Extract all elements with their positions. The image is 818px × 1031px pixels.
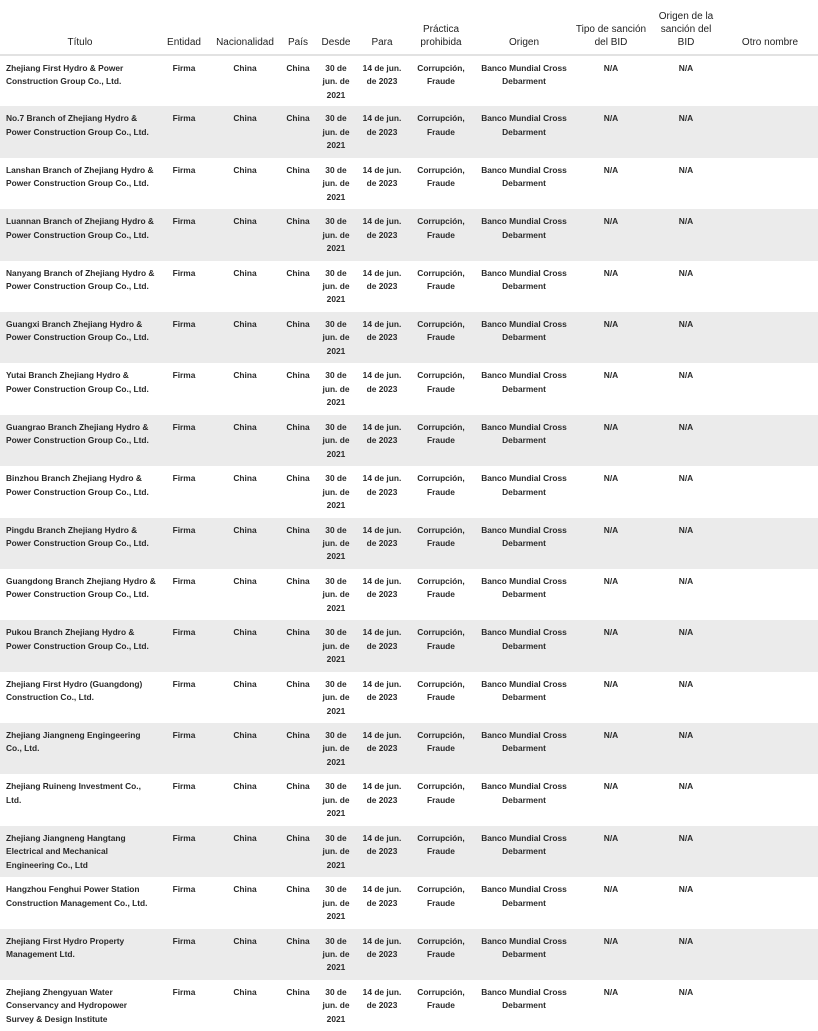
cell-otro-nombre: [722, 158, 818, 209]
cell-otro-nombre: [722, 877, 818, 928]
cell-para: 14 de jun. de 2023: [362, 524, 402, 548]
cell-nacionalidad: China: [233, 935, 257, 946]
cell-desde: 30 de jun. de 2021: [322, 113, 350, 151]
cell-otro-nombre: [722, 672, 818, 723]
cell-nacionalidad: China: [233, 884, 257, 895]
cell-tipo-sancion: N/A: [603, 421, 619, 432]
table-row[interactable]: [0, 929, 818, 980]
cell-tipo-sancion: N/A: [603, 781, 619, 792]
cell-desde: 30 de jun. de 2021: [322, 987, 350, 1024]
cell-otro-nombre: [722, 55, 818, 106]
cell-entidad: Firma: [172, 370, 196, 381]
cell-origen-sancion: N/A: [678, 473, 694, 484]
cell-entidad: Firma: [172, 421, 196, 432]
cell-origen: Banco Mundial Cross Debarment: [481, 781, 567, 805]
cell-tipo-sancion: N/A: [603, 370, 619, 381]
cell-practica: Corrupción, Fraude: [417, 781, 465, 805]
table-row[interactable]: [0, 774, 818, 825]
cell-para: 14 de jun. de 2023: [362, 884, 402, 908]
cell-entidad: Firma: [172, 216, 196, 227]
table-row[interactable]: [0, 672, 818, 723]
cell-desde: 30 de jun. de 2021: [322, 318, 350, 356]
cell-nacionalidad: China: [233, 216, 257, 227]
cell-para: 14 de jun. de 2023: [362, 473, 402, 497]
cell-pais: China: [286, 627, 310, 638]
table-row[interactable]: [0, 209, 818, 260]
cell-origen: Banco Mundial Cross Debarment: [481, 267, 567, 291]
cell-nacionalidad: China: [233, 730, 257, 741]
cell-tipo-sancion: N/A: [603, 113, 619, 124]
cell-origen: Banco Mundial Cross Debarment: [481, 575, 567, 600]
cell-desde: 30 de jun. de 2021: [322, 627, 350, 665]
cell-para: 14 de jun. de 2023: [362, 370, 402, 394]
cell-practica: Corrupción, Fraude: [417, 730, 465, 754]
cell-practica: Corrupción, Fraude: [417, 575, 465, 600]
cell-practica: Corrupción, Fraude: [417, 318, 465, 343]
cell-otro-nombre: [722, 466, 818, 517]
cell-origen-sancion: N/A: [678, 832, 694, 843]
table-row[interactable]: [0, 466, 818, 517]
cell-titulo: Pingdu Branch Zhejiang Hydro & Power Construction Group Co., Ltd.: [6, 524, 149, 548]
header-titulo[interactable]: Título: [0, 0, 160, 55]
cell-otro-nombre: [722, 312, 818, 363]
cell-titulo: Zhejiang First Hydro (Guangdong) Construction Co., Ltd.: [6, 678, 143, 703]
cell-titulo: Nanyang Branch of Zhejiang Hydro & Power Construction Group Co., Ltd.: [6, 267, 155, 291]
table-row[interactable]: [0, 518, 818, 569]
cell-nacionalidad: China: [233, 370, 257, 381]
cell-desde: 30 de jun. de 2021: [322, 678, 350, 716]
cell-pais: China: [286, 884, 310, 895]
cell-practica: Corrupción, Fraude: [417, 987, 465, 1011]
cell-pais: China: [286, 781, 310, 792]
cell-origen: Banco Mundial Cross Debarment: [481, 935, 567, 960]
cell-tipo-sancion: N/A: [603, 730, 619, 741]
cell-tipo-sancion: N/A: [603, 832, 619, 843]
cell-para: 14 de jun. de 2023: [362, 318, 402, 343]
table-row[interactable]: [0, 312, 818, 363]
header-para[interactable]: Para: [358, 0, 406, 55]
cell-origen: Banco Mundial Cross Debarment: [481, 730, 567, 754]
cell-origen: Banco Mundial Cross Debarment: [481, 884, 567, 908]
cell-titulo: Zhejiang First Hydro & Power Construction Group Co., Ltd.: [6, 63, 124, 87]
cell-otro-nombre: [722, 826, 818, 877]
cell-titulo: Pukou Branch Zhejiang Hydro & Power Construction Group Co., Ltd.: [6, 627, 149, 651]
cell-origen-sancion: N/A: [678, 935, 694, 946]
cell-otro-nombre: [722, 261, 818, 312]
cell-pais: China: [286, 524, 310, 535]
cell-otro-nombre: [722, 518, 818, 569]
cell-origen: Banco Mundial Cross Debarment: [481, 832, 567, 857]
cell-pais: China: [286, 678, 310, 689]
table-row[interactable]: [0, 980, 818, 1031]
cell-pais: China: [286, 832, 310, 843]
cell-titulo: Zhejiang First Hydro Property Management Ltd.: [6, 935, 125, 960]
table-row[interactable]: [0, 261, 818, 312]
cell-titulo: Guangxi Branch Zhejiang Hydro & Power Construction Group Co., Ltd.: [6, 318, 149, 343]
table-row[interactable]: [0, 158, 818, 209]
table-row[interactable]: [0, 569, 818, 620]
cell-otro-nombre: [722, 620, 818, 671]
cell-nacionalidad: China: [233, 473, 257, 484]
table-header: [0, 0, 818, 55]
cell-origen-sancion: N/A: [678, 987, 694, 998]
cell-titulo: Binzhou Branch Zhejiang Hydro & Power Construction Group Co., Ltd.: [6, 473, 149, 497]
cell-tipo-sancion: N/A: [603, 63, 619, 73]
cell-origen: Banco Mundial Cross Debarment: [481, 524, 567, 548]
cell-origen: Banco Mundial Cross Debarment: [481, 318, 567, 343]
cell-pais: China: [286, 575, 310, 586]
cell-titulo: Lanshan Branch of Zhejiang Hydro & Power Construction Group Co., Ltd.: [6, 164, 154, 189]
cell-otro-nombre: [722, 569, 818, 620]
cell-origen: Banco Mundial Cross Debarment: [481, 678, 567, 703]
cell-origen: Banco Mundial Cross Debarment: [481, 627, 567, 651]
cell-pais: China: [286, 318, 310, 329]
cell-otro-nombre: [722, 209, 818, 260]
cell-entidad: Firma: [172, 113, 196, 124]
cell-titulo: Luannan Branch of Zhejiang Hydro & Power Construction Group Co., Ltd.: [6, 216, 154, 240]
cell-origen: Banco Mundial Cross Debarment: [481, 164, 567, 189]
cell-desde: 30 de jun. de 2021: [322, 884, 350, 922]
cell-tipo-sancion: N/A: [603, 473, 619, 484]
cell-tipo-sancion: N/A: [603, 164, 619, 175]
cell-nacionalidad: China: [233, 987, 257, 998]
cell-entidad: Firma: [172, 627, 196, 638]
cell-desde: 30 de jun. de 2021: [322, 935, 350, 973]
cell-nacionalidad: China: [233, 678, 257, 689]
cell-origen: Banco Mundial Cross Debarment: [481, 421, 567, 446]
cell-tipo-sancion: N/A: [603, 987, 619, 998]
cell-origen: Banco Mundial Cross Debarment: [481, 63, 567, 87]
cell-desde: 30 de jun. de 2021: [322, 781, 350, 819]
table-row[interactable]: [0, 877, 818, 928]
cell-origen-sancion: N/A: [678, 63, 694, 73]
cell-desde: 30 de jun. de 2021: [322, 216, 350, 253]
cell-origen-sancion: N/A: [678, 524, 694, 535]
header-origen-sancion[interactable]: Origen de la sanción del BID: [650, 0, 722, 55]
cell-desde: 30 de jun. de 2021: [322, 164, 350, 202]
cell-otro-nombre: [722, 929, 818, 980]
cell-tipo-sancion: N/A: [603, 884, 619, 895]
cell-para: 14 de jun. de 2023: [362, 935, 402, 960]
cell-practica: Corrupción, Fraude: [417, 216, 465, 240]
cell-para: 14 de jun. de 2023: [362, 63, 402, 87]
cell-practica: Corrupción, Fraude: [417, 164, 465, 189]
cell-entidad: Firma: [172, 524, 196, 535]
cell-entidad: Firma: [172, 63, 196, 73]
cell-desde: 30 de jun. de 2021: [322, 575, 350, 613]
cell-origen-sancion: N/A: [678, 318, 694, 329]
cell-practica: Corrupción, Fraude: [417, 267, 465, 291]
cell-origen: Banco Mundial Cross Debarment: [481, 113, 567, 137]
cell-otro-nombre: [722, 774, 818, 825]
cell-nacionalidad: China: [233, 524, 257, 535]
cell-nacionalidad: China: [233, 164, 257, 175]
cell-para: 14 de jun. de 2023: [362, 678, 402, 703]
cell-pais: China: [286, 935, 310, 946]
cell-pais: China: [286, 63, 310, 73]
cell-origen-sancion: N/A: [678, 575, 694, 586]
cell-otro-nombre: [722, 363, 818, 414]
cell-entidad: Firma: [172, 935, 196, 946]
cell-nacionalidad: China: [233, 781, 257, 792]
cell-tipo-sancion: N/A: [603, 678, 619, 689]
cell-desde: 30 de jun. de 2021: [322, 63, 350, 100]
cell-entidad: Firma: [172, 832, 196, 843]
cell-para: 14 de jun. de 2023: [362, 627, 402, 651]
cell-titulo: Zhejiang Zhengyuan Water Conservancy and Hydropower Survey & Design Institute: [6, 987, 128, 1024]
header-entidad[interactable]: Entidad: [160, 0, 208, 55]
cell-entidad: Firma: [172, 267, 196, 278]
cell-desde: 30 de jun. de 2021: [322, 421, 350, 459]
cell-titulo: No.7 Branch of Zhejiang Hydro & Power Construction Group Co., Ltd.: [6, 113, 149, 137]
cell-para: 14 de jun. de 2023: [362, 832, 402, 857]
cell-nacionalidad: China: [233, 267, 257, 278]
cell-nacionalidad: China: [233, 113, 257, 124]
cell-origen-sancion: N/A: [678, 216, 694, 227]
cell-para: 14 de jun. de 2023: [362, 421, 402, 446]
cell-origen: Banco Mundial Cross Debarment: [481, 216, 567, 240]
table-body: [0, 55, 818, 1031]
cell-pais: China: [286, 473, 310, 484]
cell-tipo-sancion: N/A: [603, 935, 619, 946]
cell-origen: Banco Mundial Cross Debarment: [481, 473, 567, 497]
cell-titulo: Zhejiang Jiangneng Engingeering Co., Ltd.: [6, 730, 141, 754]
table-row[interactable]: [0, 826, 818, 877]
cell-origen-sancion: N/A: [678, 267, 694, 278]
cell-otro-nombre: [722, 980, 818, 1031]
cell-entidad: Firma: [172, 678, 196, 689]
cell-titulo: Guangrao Branch Zhejiang Hydro & Power Construction Group Co., Ltd.: [6, 421, 149, 446]
table-row[interactable]: [0, 55, 818, 106]
cell-titulo: Zhejiang Jiangneng Hangtang Electrical and Mechanical Engineering Co., Ltd: [6, 832, 126, 870]
table-row[interactable]: [0, 723, 818, 774]
table-row[interactable]: [0, 106, 818, 157]
cell-nacionalidad: China: [233, 63, 257, 73]
cell-entidad: Firma: [172, 164, 196, 175]
table-row[interactable]: [0, 415, 818, 466]
cell-pais: China: [286, 216, 310, 227]
cell-pais: China: [286, 164, 310, 175]
cell-otro-nombre: [722, 415, 818, 466]
cell-pais: China: [286, 730, 310, 741]
cell-desde: 30 de jun. de 2021: [322, 473, 350, 510]
header-practica[interactable]: Práctica prohibida: [406, 0, 476, 55]
cell-titulo: Guangdong Branch Zhejiang Hydro & Power Construction Group Co., Ltd.: [6, 575, 156, 600]
cell-practica: Corrupción, Fraude: [417, 370, 465, 394]
cell-origen-sancion: N/A: [678, 370, 694, 381]
cell-practica: Corrupción, Fraude: [417, 473, 465, 497]
cell-nacionalidad: China: [233, 575, 257, 586]
cell-titulo: Yutai Branch Zhejiang Hydro & Power Construction Group Co., Ltd.: [6, 370, 149, 394]
cell-entidad: Firma: [172, 730, 196, 741]
cell-nacionalidad: China: [233, 318, 257, 329]
table-row[interactable]: [0, 620, 818, 671]
cell-para: 14 de jun. de 2023: [362, 781, 402, 805]
cell-para: 14 de jun. de 2023: [362, 730, 402, 754]
cell-practica: Corrupción, Fraude: [417, 63, 465, 87]
cell-tipo-sancion: N/A: [603, 524, 619, 535]
cell-nacionalidad: China: [233, 421, 257, 432]
cell-para: 14 de jun. de 2023: [362, 164, 402, 189]
cell-origen-sancion: N/A: [678, 781, 694, 792]
cell-origen-sancion: N/A: [678, 164, 694, 175]
cell-practica: Corrupción, Fraude: [417, 421, 465, 446]
cell-tipo-sancion: N/A: [603, 575, 619, 586]
cell-pais: China: [286, 421, 310, 432]
cell-practica: Corrupción, Fraude: [417, 832, 465, 857]
cell-para: 14 de jun. de 2023: [362, 113, 402, 137]
cell-tipo-sancion: N/A: [603, 627, 619, 638]
cell-desde: 30 de jun. de 2021: [322, 524, 350, 562]
header-nacionalidad[interactable]: Nacionalidad: [208, 0, 282, 55]
cell-entidad: Firma: [172, 987, 196, 998]
cell-titulo: Zhejiang Ruineng Investment Co., Ltd.: [6, 781, 141, 805]
cell-origen-sancion: N/A: [678, 678, 694, 689]
cell-titulo: Hangzhou Fenghui Power Station Construction Management Co., Ltd.: [6, 884, 148, 908]
cell-practica: Corrupción, Fraude: [417, 884, 465, 908]
cell-desde: 30 de jun. de 2021: [322, 370, 350, 408]
cell-origen: Banco Mundial Cross Debarment: [481, 987, 567, 1011]
header-origen[interactable]: Origen: [476, 0, 572, 55]
cell-entidad: Firma: [172, 473, 196, 484]
cell-practica: Corrupción, Fraude: [417, 678, 465, 703]
cell-entidad: Firma: [172, 781, 196, 792]
cell-origen-sancion: N/A: [678, 884, 694, 895]
cell-tipo-sancion: N/A: [603, 216, 619, 227]
header-pais[interactable]: País: [282, 0, 314, 55]
header-tipo-sancion[interactable]: Tipo de sanción del BID: [572, 0, 650, 55]
cell-origen: Banco Mundial Cross Debarment: [481, 370, 567, 394]
cell-practica: Corrupción, Fraude: [417, 627, 465, 651]
cell-tipo-sancion: N/A: [603, 318, 619, 329]
cell-origen-sancion: N/A: [678, 421, 694, 432]
cell-otro-nombre: [722, 106, 818, 157]
cell-practica: Corrupción, Fraude: [417, 113, 465, 137]
cell-pais: China: [286, 267, 310, 278]
cell-origen-sancion: N/A: [678, 627, 694, 638]
cell-para: 14 de jun. de 2023: [362, 987, 402, 1011]
cell-pais: China: [286, 370, 310, 381]
table-row[interactable]: [0, 363, 818, 414]
cell-para: 14 de jun. de 2023: [362, 575, 402, 600]
header-otro-nombre[interactable]: Otro nombre: [722, 0, 818, 55]
cell-desde: 30 de jun. de 2021: [322, 267, 350, 305]
cell-pais: China: [286, 987, 310, 998]
cell-entidad: Firma: [172, 575, 196, 586]
header-desde[interactable]: Desde: [314, 0, 358, 55]
cell-pais: China: [286, 113, 310, 124]
cell-practica: Corrupción, Fraude: [417, 524, 465, 548]
cell-desde: 30 de jun. de 2021: [322, 730, 350, 767]
cell-origen-sancion: N/A: [678, 113, 694, 124]
cell-tipo-sancion: N/A: [603, 267, 619, 278]
header-row: [0, 0, 818, 55]
cell-desde: 30 de jun. de 2021: [322, 832, 350, 870]
cell-nacionalidad: China: [233, 832, 257, 843]
cell-otro-nombre: [722, 723, 818, 774]
cell-origen-sancion: N/A: [678, 730, 694, 741]
cell-practica: Corrupción, Fraude: [417, 935, 465, 960]
cell-entidad: Firma: [172, 884, 196, 895]
cell-para: 14 de jun. de 2023: [362, 267, 402, 291]
cell-entidad: Firma: [172, 318, 196, 329]
cell-para: 14 de jun. de 2023: [362, 216, 402, 240]
cell-nacionalidad: China: [233, 627, 257, 638]
